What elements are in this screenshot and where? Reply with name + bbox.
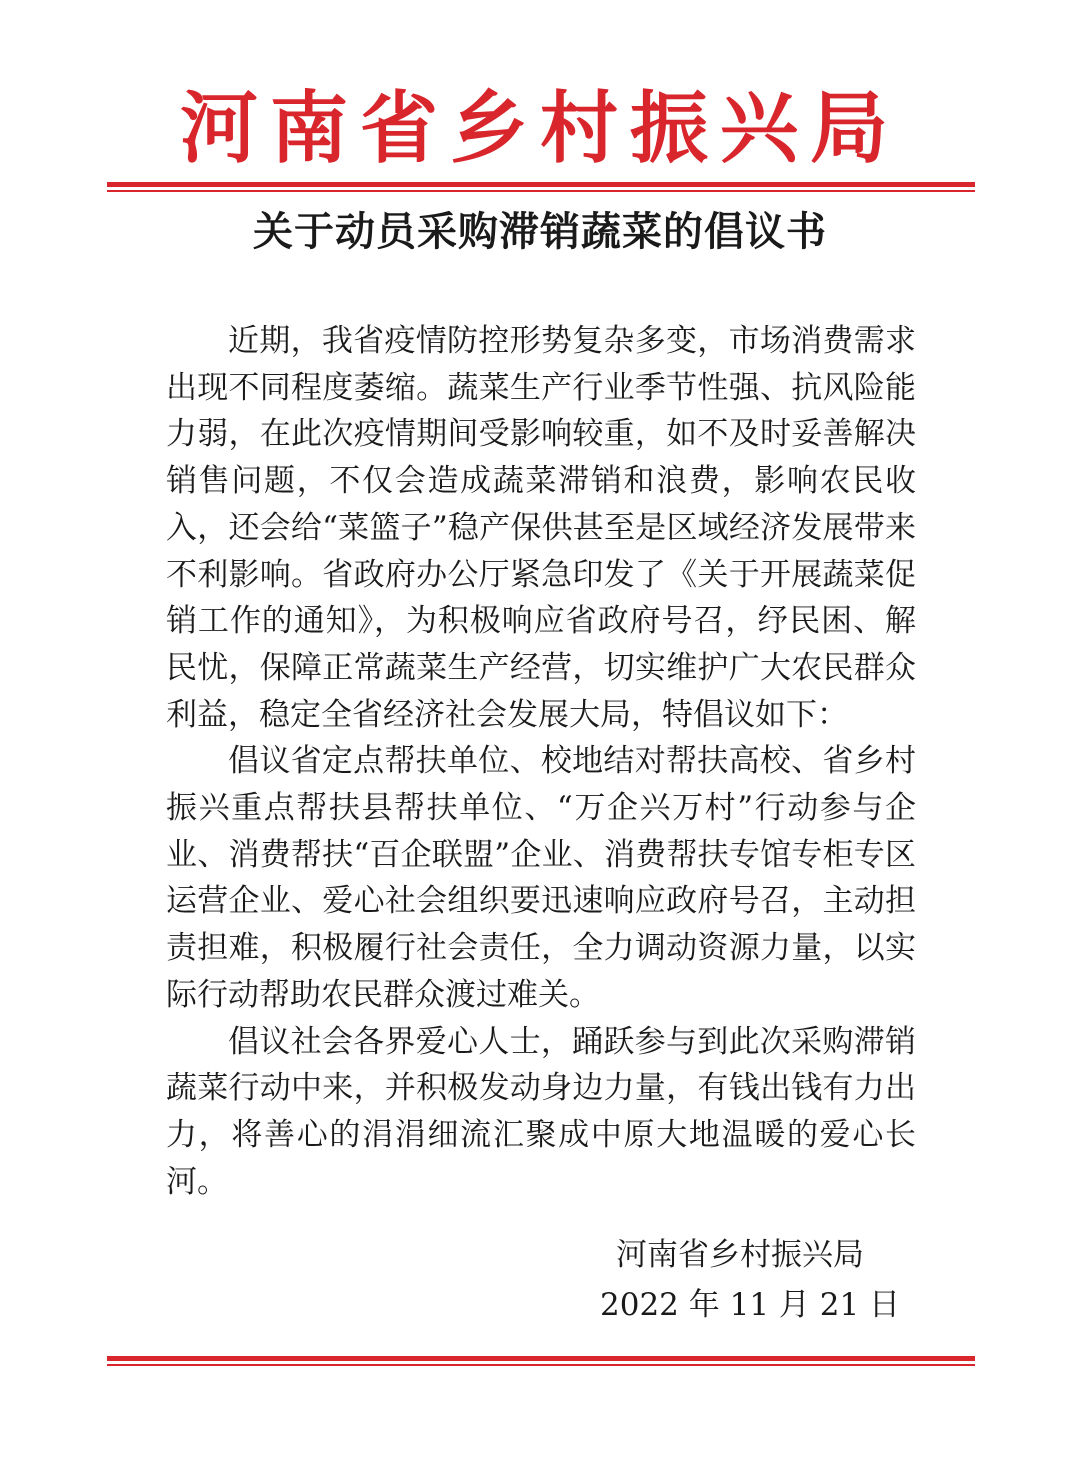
document-body: [166, 318, 916, 1205]
issuer-header: 河南省乡村振兴局: [179, 84, 900, 174]
divider-thin-line: [107, 1364, 975, 1366]
signature-block: [600, 1230, 901, 1330]
document-title: 关于动员采购滞销蔬菜的倡议书: [253, 209, 827, 255]
header-divider: [107, 182, 975, 192]
footer-divider: [107, 1356, 975, 1366]
body-paragraph-1: 近期，我省疫情防控形势复杂多变，市场消费需求出现不同程度萎缩。蔬菜生产行业季节性强、抗风险能力弱，在此次疫情期间受影响较重，如不及时妥善解决销售问题，不仅会造成蔬菜滞销和浪费，影响农民收入，还会给“菜篮子”稳产保供甚至是区域经济发展带来不利影响。省政府办公厅紧急印发了《关于开展蔬菜促销工作的通知》，为积极响应省政府号召，纾民困、解民忧，保障正常蔬菜生产经营，切实维护广大农民群众利益，稳定全省经济社会发展大局，特倡议如下：: [166, 323, 916, 733]
signature-date: 2022 年 11 月 21 日: [600, 1287, 901, 1323]
body-paragraph-2: 倡议省定点帮扶单位、校地结对帮扶高校、省乡村振兴重点帮扶县帮扶单位、“万企兴万村”行动参与企业、消费帮扶“百企联盟”企业、消费帮扶专馆专柜专区运营企业、爱心社会组织要迅速响应政府号召，主动担责担难，积极履行社会责任，全力调动资源力量，以实际行动帮助农民群众渡过难关。: [166, 743, 916, 1013]
signature-organization: 河南省乡村振兴局: [616, 1237, 864, 1273]
divider-thick-line: [107, 182, 975, 187]
divider-thick-line: [107, 1356, 975, 1361]
divider-thin-line: [107, 190, 975, 192]
body-paragraph-3: 倡议社会各界爱心人士，踊跃参与到此次采购滞销蔬菜行动中来，并积极发动身边力量，有钱出钱有力出力，将善心的涓涓细流汇聚成中原大地温暖的爱心长河。: [166, 1023, 916, 1200]
